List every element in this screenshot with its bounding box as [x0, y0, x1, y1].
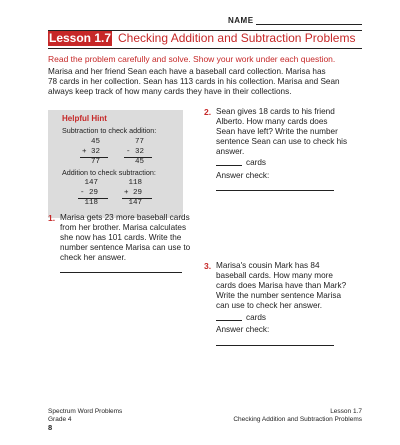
- question-line: Sean gives 18 cards to his friend: [216, 107, 335, 116]
- footer-left: [48, 408, 122, 432]
- question-line: number sentence Marisa can use to: [60, 243, 191, 252]
- question-line: Marisa gets 23 more baseball cards: [60, 213, 190, 222]
- question-line: baseball cards. How many more: [216, 271, 333, 280]
- question-line: Write the number sentence Marisa: [216, 291, 341, 300]
- name-label: NAME: [228, 16, 254, 25]
- hint-calc-add-left: [80, 178, 98, 208]
- question-line: Alberto. How many cards does: [216, 117, 328, 126]
- question-line: answer.: [216, 147, 245, 156]
- question-3-text: [216, 261, 366, 311]
- hint-title: Helpful Hint: [62, 114, 107, 123]
- question-3-cards-label: cards: [246, 313, 267, 322]
- calc-rule: [80, 157, 108, 158]
- footer-book-title: Spectrum Word Problems: [48, 408, 123, 415]
- question-line: from her brother. Marisa calculates: [60, 223, 187, 232]
- question-1-answer-line[interactable]: [60, 272, 182, 273]
- calc-row: + 29: [124, 189, 143, 197]
- question-2-cards-blank[interactable]: [216, 165, 242, 166]
- calc-row: 147: [80, 179, 99, 187]
- calc-row: - 29: [80, 189, 99, 197]
- intro-line: Marisa and her friend Sean each have a baseball card collection. Marisa has: [48, 67, 326, 76]
- calc-row: - 32: [126, 148, 145, 156]
- hint-calc-sub-left: [82, 137, 100, 167]
- calc-row: 45: [82, 138, 101, 146]
- question-line: check her answer.: [60, 253, 126, 262]
- question-3-check-line[interactable]: [216, 345, 334, 346]
- question-line: cards does Marisa have than Mark?: [216, 281, 347, 290]
- instructions: Read the problem carefully and solve. Show your work under each question.: [48, 54, 336, 64]
- question-2-text: [216, 107, 366, 157]
- lesson-number: Lesson 1.7: [48, 31, 112, 45]
- calc-row: 118: [124, 179, 143, 187]
- question-2-cards-label: cards: [246, 158, 267, 167]
- calc-row: 147: [124, 199, 143, 207]
- calc-rule: [122, 198, 152, 199]
- question-3-cards-blank[interactable]: [216, 320, 242, 321]
- question-3-number: 3.: [204, 261, 212, 271]
- hint-calc-add-right: [124, 178, 142, 208]
- footer-grade: Grade 4: [48, 416, 72, 423]
- footer-lesson-title: Checking Addition and Subtraction Problems: [233, 416, 362, 423]
- intro-line: always keep track of how many cards they have in their collections.: [48, 87, 292, 96]
- page-number: 8: [48, 423, 53, 432]
- calc-row: 77: [82, 158, 101, 166]
- name-line[interactable]: [256, 24, 362, 25]
- calc-row: + 32: [82, 148, 101, 156]
- calc-row: 118: [80, 199, 99, 207]
- question-line: she now has 101 cards. Write the: [60, 233, 182, 242]
- footer-right: [233, 408, 362, 424]
- hint-addition-label: Addition to check subtraction:: [62, 168, 156, 177]
- question-3-check-label: Answer check:: [216, 325, 270, 334]
- calc-row: 77: [126, 138, 145, 146]
- intro-paragraph: [48, 67, 366, 97]
- question-line: Sean have left? Write the number: [216, 127, 338, 136]
- question-2-check-label: Answer check:: [216, 171, 270, 180]
- question-line: can use to check her answer.: [216, 301, 323, 310]
- question-line: Marisa's cousin Mark has 84: [216, 261, 320, 270]
- calc-rule: [78, 198, 108, 199]
- hint-calc-sub-right: [126, 137, 144, 167]
- footer-lesson: Lesson 1.7: [330, 408, 362, 415]
- calc-rule: [124, 157, 152, 158]
- question-line: sentence Sean can use to check his: [216, 137, 348, 146]
- intro-line: 78 cards in her collection. Sean has 113 cards in his collection. Marisa and Sean: [48, 77, 340, 86]
- calc-row: 45: [126, 158, 145, 166]
- lesson-title: Checking Addition and Subtraction Problems: [118, 31, 356, 45]
- hint-subtraction-label: Subtraction to check addition:: [62, 126, 157, 135]
- question-1-number: 1.: [48, 213, 56, 223]
- question-2-check-line[interactable]: [216, 190, 334, 191]
- question-2-number: 2.: [204, 107, 212, 117]
- question-1-text: [60, 213, 200, 263]
